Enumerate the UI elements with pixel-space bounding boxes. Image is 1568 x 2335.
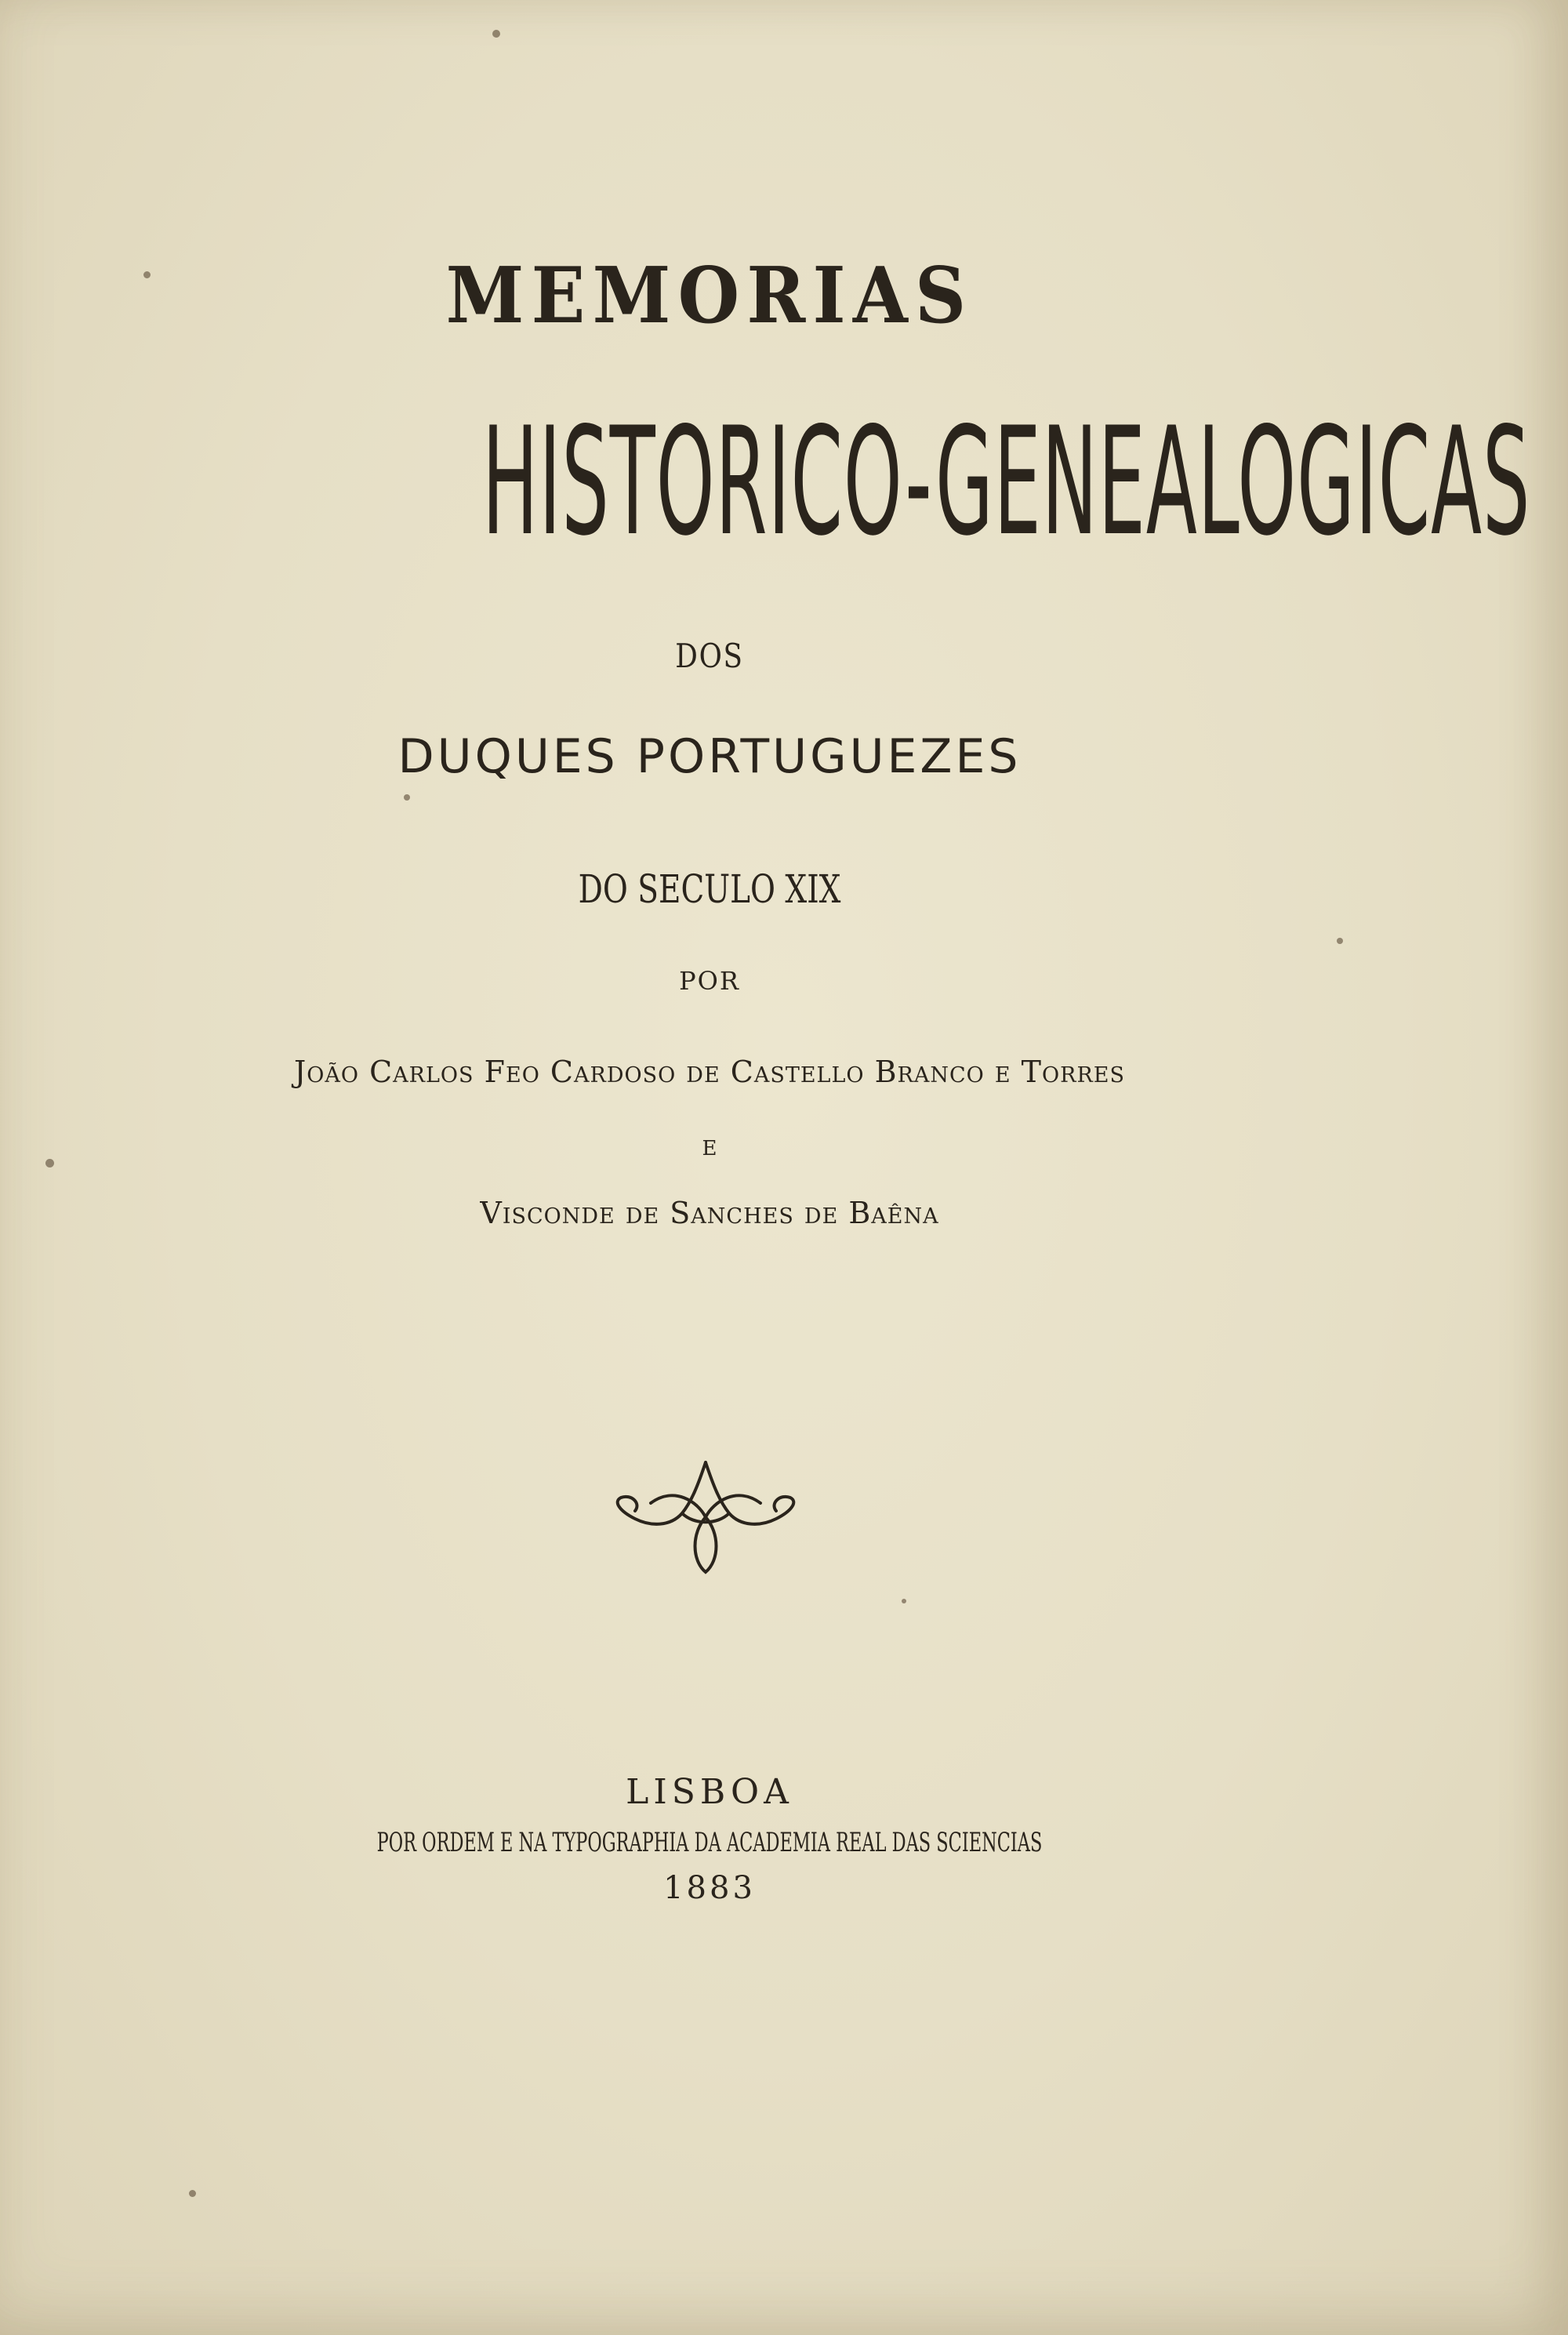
author-primary: João Carlos Feo Cardoso de Castello Branco e Torres <box>294 1055 1125 1089</box>
imprint-printer: POR ORDEM E NA TYPOGRAPHIA DA ACADEMIA REAL DAS SCIENCIAS <box>376 1827 1043 1858</box>
subject-heading: DUQUES PORTUGUEZES <box>397 729 1022 784</box>
paper-speck <box>45 1159 54 1168</box>
author-secondary: Visconde de Sanches de Baêna <box>480 1196 939 1230</box>
main-title: HISTORICO-GENEALOGICAS <box>482 395 1531 568</box>
fleuron-ornament-icon <box>604 1454 808 1580</box>
imprint-city: LISBOA <box>626 1772 793 1812</box>
paper-speck <box>404 794 410 801</box>
paper-speck <box>189 2190 196 2197</box>
paper-speck <box>492 30 500 38</box>
title-connector: DOS <box>675 637 744 675</box>
paper-speck <box>143 271 151 278</box>
by-label: POR <box>679 966 740 996</box>
paper-speck <box>902 1599 906 1603</box>
paper-speck <box>1337 938 1343 944</box>
title-line-1: MEMORIAS <box>445 251 974 341</box>
author-joiner: E <box>702 1137 717 1160</box>
imprint-year: 1883 <box>663 1870 756 1906</box>
period-heading: DO SECULO XIX <box>578 866 841 912</box>
